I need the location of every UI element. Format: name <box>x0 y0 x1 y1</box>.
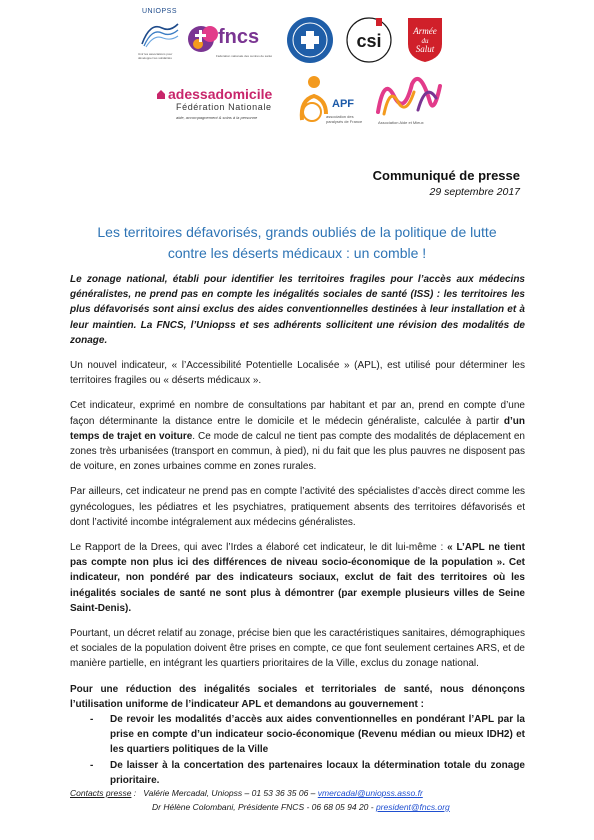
svg-text:Salut: Salut <box>415 44 435 54</box>
paragraph-decree: Pourtant, un décret relatif au zonage, précise bien que les caractéristiques sanitaires, démographiques et sociales de la population doivent être prises en compte, ce que font seulement certaines ARS, et de manière partielle, en intégrant les quartiers prioritaires de la Ville, exclus du zonage national. <box>70 628 525 670</box>
fncs-name: fncs <box>218 26 260 48</box>
list-item <box>70 758 525 788</box>
fncs-emblem-icon <box>188 22 220 56</box>
uniopss-tagline: Unir les associations pour développer les solidarités <box>138 52 173 60</box>
press-release-date: 29 septembre 2017 <box>429 186 520 198</box>
mdm-name <box>286 16 287 17</box>
svg-text:Armée: Armée <box>413 26 437 36</box>
am-wave-icon <box>374 72 444 118</box>
demands-list <box>70 712 525 788</box>
apf-logo <box>296 74 366 134</box>
headline-line-2: contre les déserts médicaux : un comble ! <box>167 245 427 261</box>
contact-1-text: Valérie Mercadal, Uniopss – 01 53 36 35 06 – <box>143 788 318 798</box>
paragraph-demands: Pour une réduction des inégalités sociales et territoriales de santé, nous dénonçons l’utilisation uniforme de l’indicateur APL et demandons au gouvernement : <box>70 683 525 710</box>
salut-name <box>400 14 401 15</box>
paragraph-drees <box>70 540 525 616</box>
fncs-tagline: Fédération nationale des centres de santé <box>216 54 273 58</box>
list-item-text: De laisser à la concertation des partenaires locaux la détermination totale du zonage prioritaire. <box>110 759 525 786</box>
adessa-name: adessadomicile <box>168 86 273 102</box>
svg-text:csi: csi <box>356 31 382 51</box>
uniopss-logo <box>138 8 182 62</box>
paragraph-drees-text: Le Rapport de la Drees, qui avec l’Irdes a élaboré cet indicateur, le dit lui-même : <box>70 542 448 554</box>
medecins-du-monde-logo <box>286 16 334 64</box>
contact-row-1 <box>70 786 540 800</box>
adessa-house-icon <box>156 88 166 100</box>
uniopss-name: UNIOPSS <box>142 8 178 15</box>
csi-emblem-icon <box>344 14 394 66</box>
uniopss-waves-icon <box>140 18 180 48</box>
list-item-text: De revoir les modalités d’accès aux aides conventionnelles en pondérant l’APL par la prise en compte d’un indicateur socio-économique (Revenu médian ou mieux IDH2) et les quartiers politiques de la Ville <box>110 714 525 756</box>
paragraph-indicator-emphasis: d’un temps de trajet en voiture <box>70 415 525 442</box>
partner-logos <box>0 0 594 140</box>
list-item <box>70 712 525 758</box>
adessa-tagline: aide, accompagnement & soins à la personne <box>176 115 258 120</box>
lead-paragraph: Le zonage national, établi pour identifier les territoires fragiles pour l’accès aux médecins généralistes, ne prend pas en compte les inégalités sociales de santé (ISS) : les territoires les plus défavorisés sont ainsi exclus des aides conventionnelles destinées à leur installation et à leur maintien. La FNCS, l’Uniopss et ses adhérents sollicitent une révision des modalités de zonage. <box>70 274 525 346</box>
headline-line-1: Les territoires défavorisés, grands oubliés de la politique de lutte <box>97 224 497 240</box>
paragraph-apl: Un nouvel indicateur, « l’Accessibilité Potentielle Localisée » (APL), est utilisé pour déterminer les territoires fragiles ou « déserts médicaux ». <box>70 360 525 387</box>
contact-row-2 <box>70 800 540 814</box>
press-contacts <box>70 786 540 814</box>
armee-du-salut-logo <box>400 14 450 64</box>
contacts-label: Contacts presse <box>70 788 132 798</box>
fncs-logo <box>188 20 280 64</box>
mdm-globe-icon <box>286 16 334 64</box>
press-release-title: Communiqué de presse <box>372 168 520 183</box>
contact-2-email-link[interactable]: president@fncs.org <box>375 802 450 812</box>
paragraph-indicator-text-c: . Ce mode de calcul ne tient pas compte des modalités de déplacement en zones très urbanisées (transport en commun, à pied), ni du fait que les plus pauvres ne disposent pas de voiture, en zones urbaines comme en zones rurales. <box>70 430 525 473</box>
apf-tagline: association des paralysés de France <box>326 114 363 124</box>
article-body <box>70 272 525 788</box>
apf-name: APF <box>332 98 354 110</box>
headline <box>70 222 524 264</box>
list-dash: - <box>90 759 94 771</box>
svg-text:du: du <box>421 37 429 45</box>
salut-shield-icon <box>400 14 450 64</box>
adessadomicile-logo <box>156 82 296 126</box>
paragraph-drees-quote: « L’APL ne tient pas compte non plus ici des différences de niveau socio-économique de la population ». Cet indicateur, non pondéré par des indicateurs sociaux, exclut de fait des territoires où les inégalités sociales de santé ne sont plus à démontrer (par exemple plusieurs villes de Seine Saint-Denis). <box>70 542 525 614</box>
paragraph-specialists: Par ailleurs, cet indicateur ne prend pas en compte l’activité des spécialistes d’accès direct comme les gynécologues, les pédiatres et les psychiatres, pratiquement absents des territoires défavorisés et dont l’activité incombe intégralement aux médecins généralistes. <box>70 486 525 528</box>
adessa-federation: Fédération Nationale <box>176 102 272 112</box>
contact-2-text: Dr Hélène Colombani, Présidente FNCS - 06 68 05 94 20 - <box>152 802 376 812</box>
paragraph-indicator <box>70 398 525 474</box>
press-release-header <box>373 168 520 198</box>
paragraph-indicator-text-a: Cet indicateur, exprimé en nombre de consultations par habitant et par an, prend en compte d’une façon déterminante la distance entre le domicile et le médecin généraliste, calculée à partir <box>70 400 525 427</box>
list-dash: - <box>90 714 94 726</box>
am-tagline: Association Aide et Mieux <box>378 120 424 125</box>
csi-name <box>344 14 345 15</box>
contact-1-email-link[interactable]: vmercadal@uniopss.asso.fr <box>317 788 423 798</box>
csi-logo <box>344 14 394 66</box>
contacts-sep: : <box>131 788 139 798</box>
aide-et-mieux-logo <box>374 72 444 130</box>
